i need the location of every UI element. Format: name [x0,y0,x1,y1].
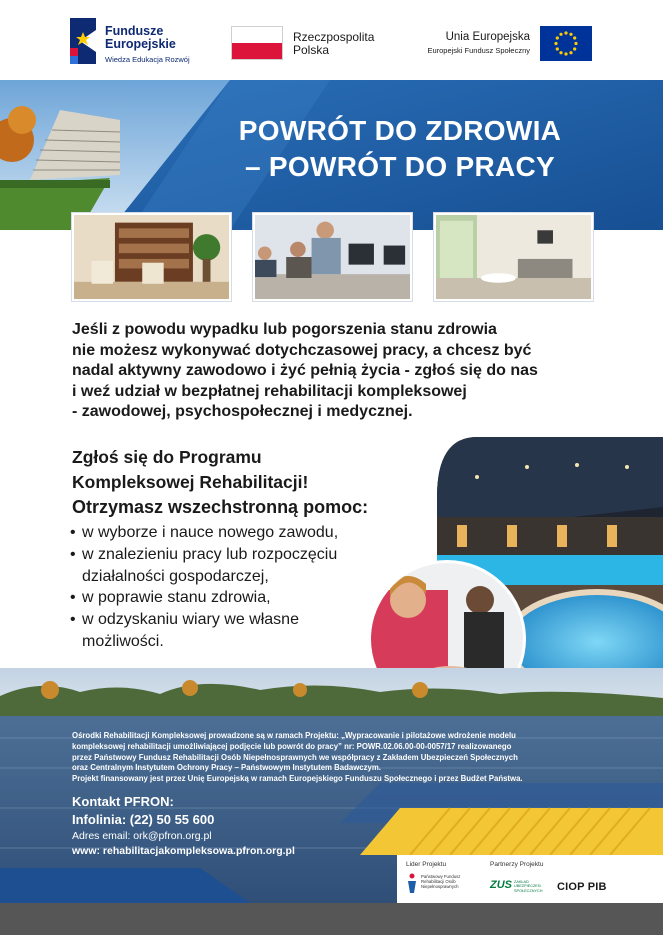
list-item: • w wyborze i nauce nowego zawodu, [70,522,400,544]
pfron-logo-text: Państwowy Fundusz Rehabilitacji Osób Niepełnosprawnych [421,874,461,889]
library-room-photo [72,213,231,301]
contact-email[interactable]: Adres email: ork@pfron.org.pl [72,830,212,842]
zus-logo: ZUS [490,879,512,891]
hotline-number[interactable]: Infolinia: (22) 50 55 600 [72,812,215,827]
list-item: • w poprawie stanu zdrowia, [70,587,400,609]
computer-training-photo [253,213,412,301]
contact-block [72,793,295,859]
polish-flag [231,26,283,60]
help-heading: Otrzymasz wszechstronną pomoc: [72,497,369,517]
fundusze-europejskie-logo [105,25,190,64]
living-room-photo [434,213,593,301]
logo-bar [0,0,663,80]
partners-panel [397,855,663,903]
project-leader-label: Lider Projektu [406,861,447,868]
fundusze-title: Fundusze Europejskie [105,24,176,51]
hero-title-line-2: – POWRÓT DO PRACY [244,151,555,182]
contact-title: Kontakt PFRON: [72,794,174,809]
rzeczpospolita-logo-text: Rzeczpospolita Polska [293,30,375,57]
project-partners-label: Partnerzy Projektu [490,861,544,868]
zus-logo-text: ZAKŁAD UBEZPIECZEŃ SPOŁECZNYCH [514,880,543,893]
list-item: • w znalezieniu pracy lub rozpoczęciu działalności gospodarczej, [70,544,400,588]
eu-title: Unia Europejska [445,31,530,43]
help-bullet-list [70,522,400,653]
list-item: • w odzyskaniu wiary we własne możliwości. [70,609,400,653]
pfron-figure-icon [407,873,417,893]
fundusze-europejskie-star-icon [70,18,96,64]
eu-logo-text [427,31,530,55]
hero-title-line-1: POWRÓT DO ZDROWIA [238,115,562,146]
hero-title [190,113,610,185]
lead-paragraph: Jeśli z powodu wypadku lub pogorszenia stanu zdrowia nie możesz wykonywać dotychczasowej pracy, a chcesz być nadal aktywny zawodowo i żyć pełnią życia - zgłoś się do nas i weź udział w bezpłatnej rehabilitacji kompleksowej - zawodowej, psychospołecznej i medycznej. [72,321,538,420]
eu-stars-icon [540,26,592,61]
fundusze-subtitle: Wiedza Edukacja Rozwój [105,55,190,64]
ciop-pib-logo: CIOP PIB [557,881,607,893]
program-call-to-action: Zgłoś się do Programu Kompleksowej Rehabilitacji! [72,447,309,492]
project-information: Ośrodki Rehabilitacji Kompleksowej prowadzone są w ramach Projektu: „Wypracowanie i pilotażowe wdrożenie modelu kompleksowej rehabilitacji umożliwiającej podjęcie lub powrót do pracy” nr: POWR.02.06.00-00-0057/17 realizowanego przez Państwowy Fundusz Rehabilitacji Osób Niepełnosprawnych we współpracy z Zakładem Ubezpieczeń Społecznych oraz Centralnym Instytutem Ochrony Pracy – Państwowym Instytutem Badawczym. Projekt finansowany jest przez Unię Europejską w ramach Europejskiego Funduszu Społecznego i przez Budżet Państwa. [72,731,523,784]
eu-subtitle: Europejski Fundusz Społeczny [427,46,530,55]
footer-strip [0,903,663,935]
website-link[interactable]: www: rehabilitacjakompleksowa.pfron.org.pl [72,845,295,857]
